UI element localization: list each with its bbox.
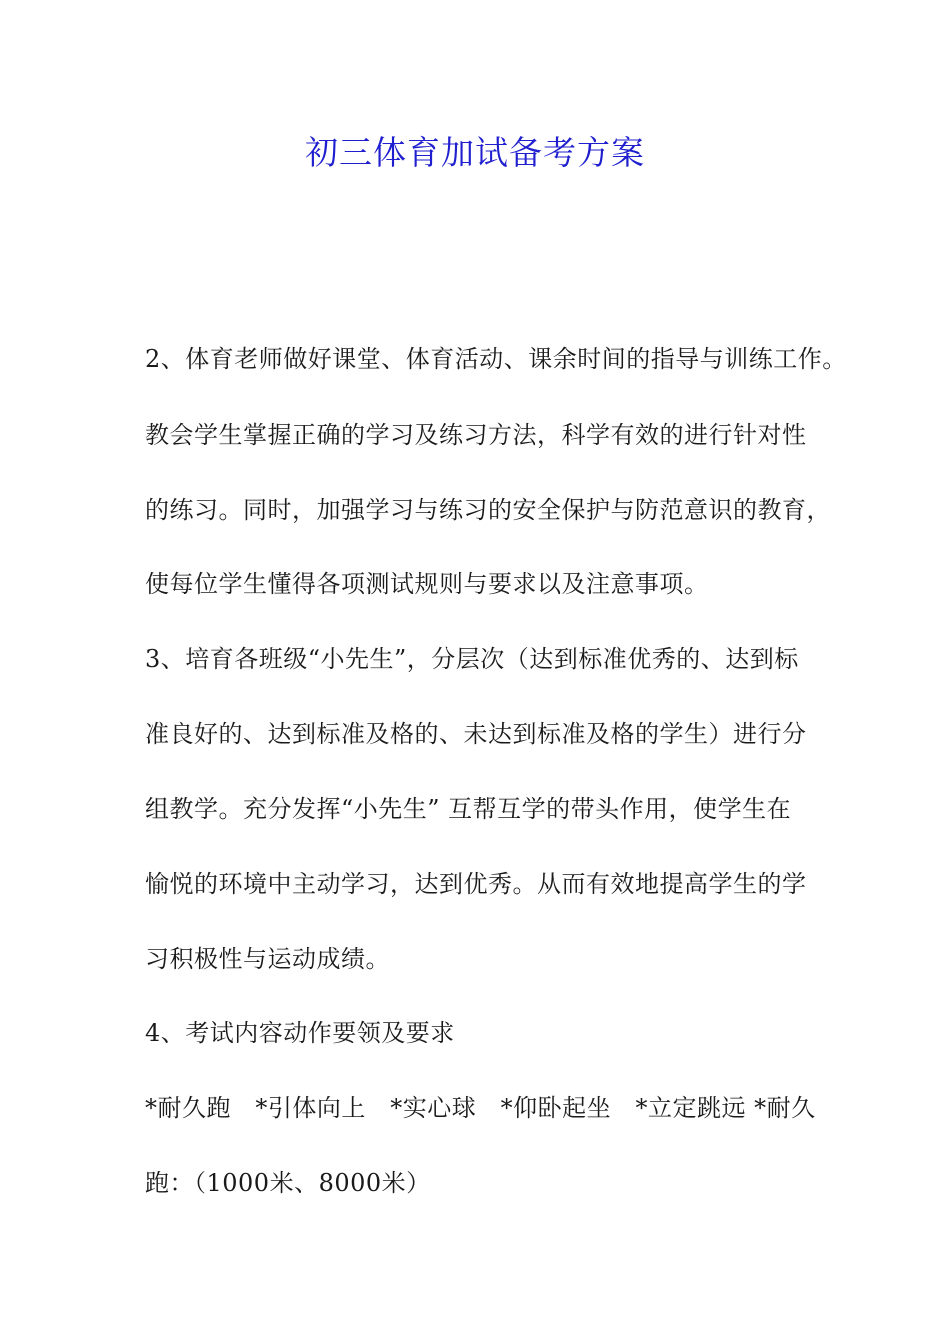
paragraph-line: 使每位学生懂得各项测试规则与要求以及注意事项。 [145,570,709,598]
paragraph-line: 愉悦的环境中主动学习，达到优秀。从而有效地提高学生的学 [145,870,807,898]
paragraph-line: 跑：（1000米、8000米） [145,1169,431,1197]
paragraph-line: 组教学。充分发挥“小先生” 互帮互学的带头作用，使学生在 [145,795,792,823]
document-title: 初三体育加试备考方案 [305,133,645,172]
section-heading: 4、考试内容动作要领及要求 [145,1019,455,1047]
paragraph-line: 习积极性与运动成绩。 [145,945,390,973]
paragraph-line: 2、体育老师做好课堂、体育活动、课余时间的指导与训练工作。 [145,345,847,373]
paragraph-line: 3、培育各班级“小先生”，分层次（达到标准优秀的、达到标 [145,645,799,673]
paragraph-line: *耐久跑 *引体向上 *实心球 *仰卧起坐 *立定跳远 *耐久 [145,1094,816,1122]
paragraph-line: 的练习。同时，加强学习与练习的安全保护与防范意识的教育， [145,496,831,524]
paragraph-line: 教会学生掌握正确的学习及练习方法，科学有效的进行针对性 [145,421,807,449]
paragraph-line: 准良好的、达到标准及格的、未达到标准及格的学生）进行分 [145,720,807,748]
